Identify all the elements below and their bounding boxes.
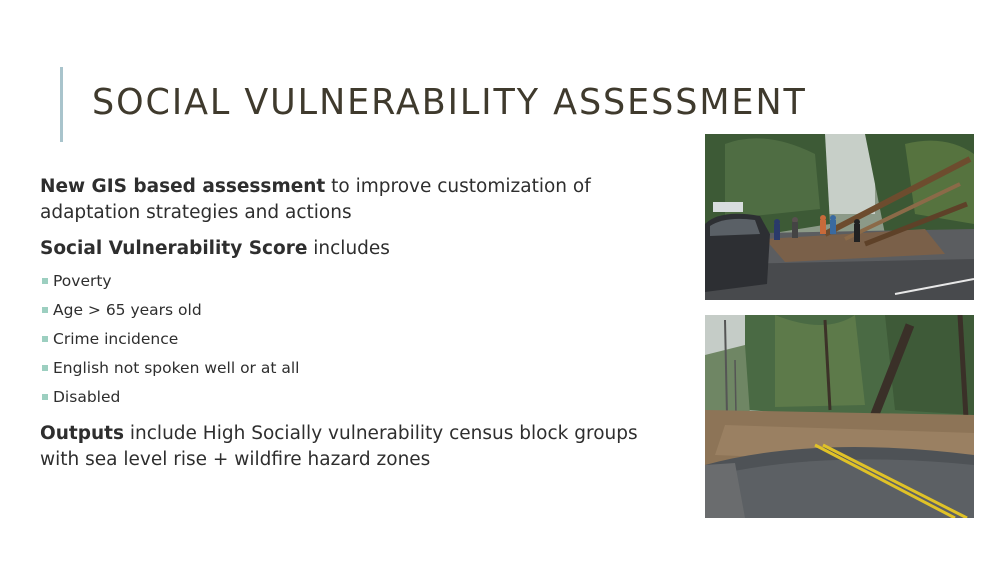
list-item-label: English not spoken well or at all bbox=[53, 359, 300, 377]
paragraph-vulnerability-score-text: includes bbox=[307, 238, 390, 259]
paragraph-vulnerability-score-bold: Social Vulnerability Score bbox=[40, 238, 308, 259]
bullet-square-icon bbox=[42, 365, 48, 371]
flooded-road-illustration bbox=[705, 315, 974, 518]
paragraph-gis-assessment bbox=[40, 174, 670, 226]
paragraph-gis-assessment-bold: New GIS based assessment bbox=[40, 176, 326, 197]
bullet-square-icon bbox=[42, 307, 48, 313]
bullet-square-icon bbox=[42, 394, 48, 400]
paragraph-vulnerability-score bbox=[40, 236, 670, 262]
list-item bbox=[40, 267, 670, 296]
list-item-label: Crime incidence bbox=[53, 330, 179, 348]
paragraph-outputs-bold: Outputs bbox=[40, 423, 125, 444]
flooded-road-photo bbox=[705, 315, 974, 518]
list-item bbox=[40, 296, 670, 325]
paragraph-outputs bbox=[40, 421, 670, 473]
paragraph-gis-assessment-text: to improve customization of adaptation strategies and actions bbox=[40, 176, 591, 223]
list-item bbox=[40, 325, 670, 354]
paragraph-outputs-text: include High Socially vulnerability census block groups with sea level rise + wildfire hazard zones bbox=[40, 423, 638, 470]
fallen-trees-road-photo bbox=[705, 134, 974, 300]
list-item-label: Disabled bbox=[53, 388, 121, 406]
slide-title: SOCIAL VULNERABILITY ASSESSMENT bbox=[92, 82, 807, 123]
bullet-square-icon bbox=[42, 278, 48, 284]
list-item-label: Poverty bbox=[53, 272, 112, 290]
list-item bbox=[40, 383, 670, 412]
list-item-label: Age > 65 years old bbox=[53, 301, 202, 319]
list-item bbox=[40, 354, 670, 383]
fallen-trees-road-illustration bbox=[705, 134, 974, 300]
score-factor-list bbox=[40, 267, 670, 412]
bullet-square-icon bbox=[42, 336, 48, 342]
slide-body bbox=[40, 174, 670, 473]
title-accent-bar bbox=[60, 67, 63, 142]
